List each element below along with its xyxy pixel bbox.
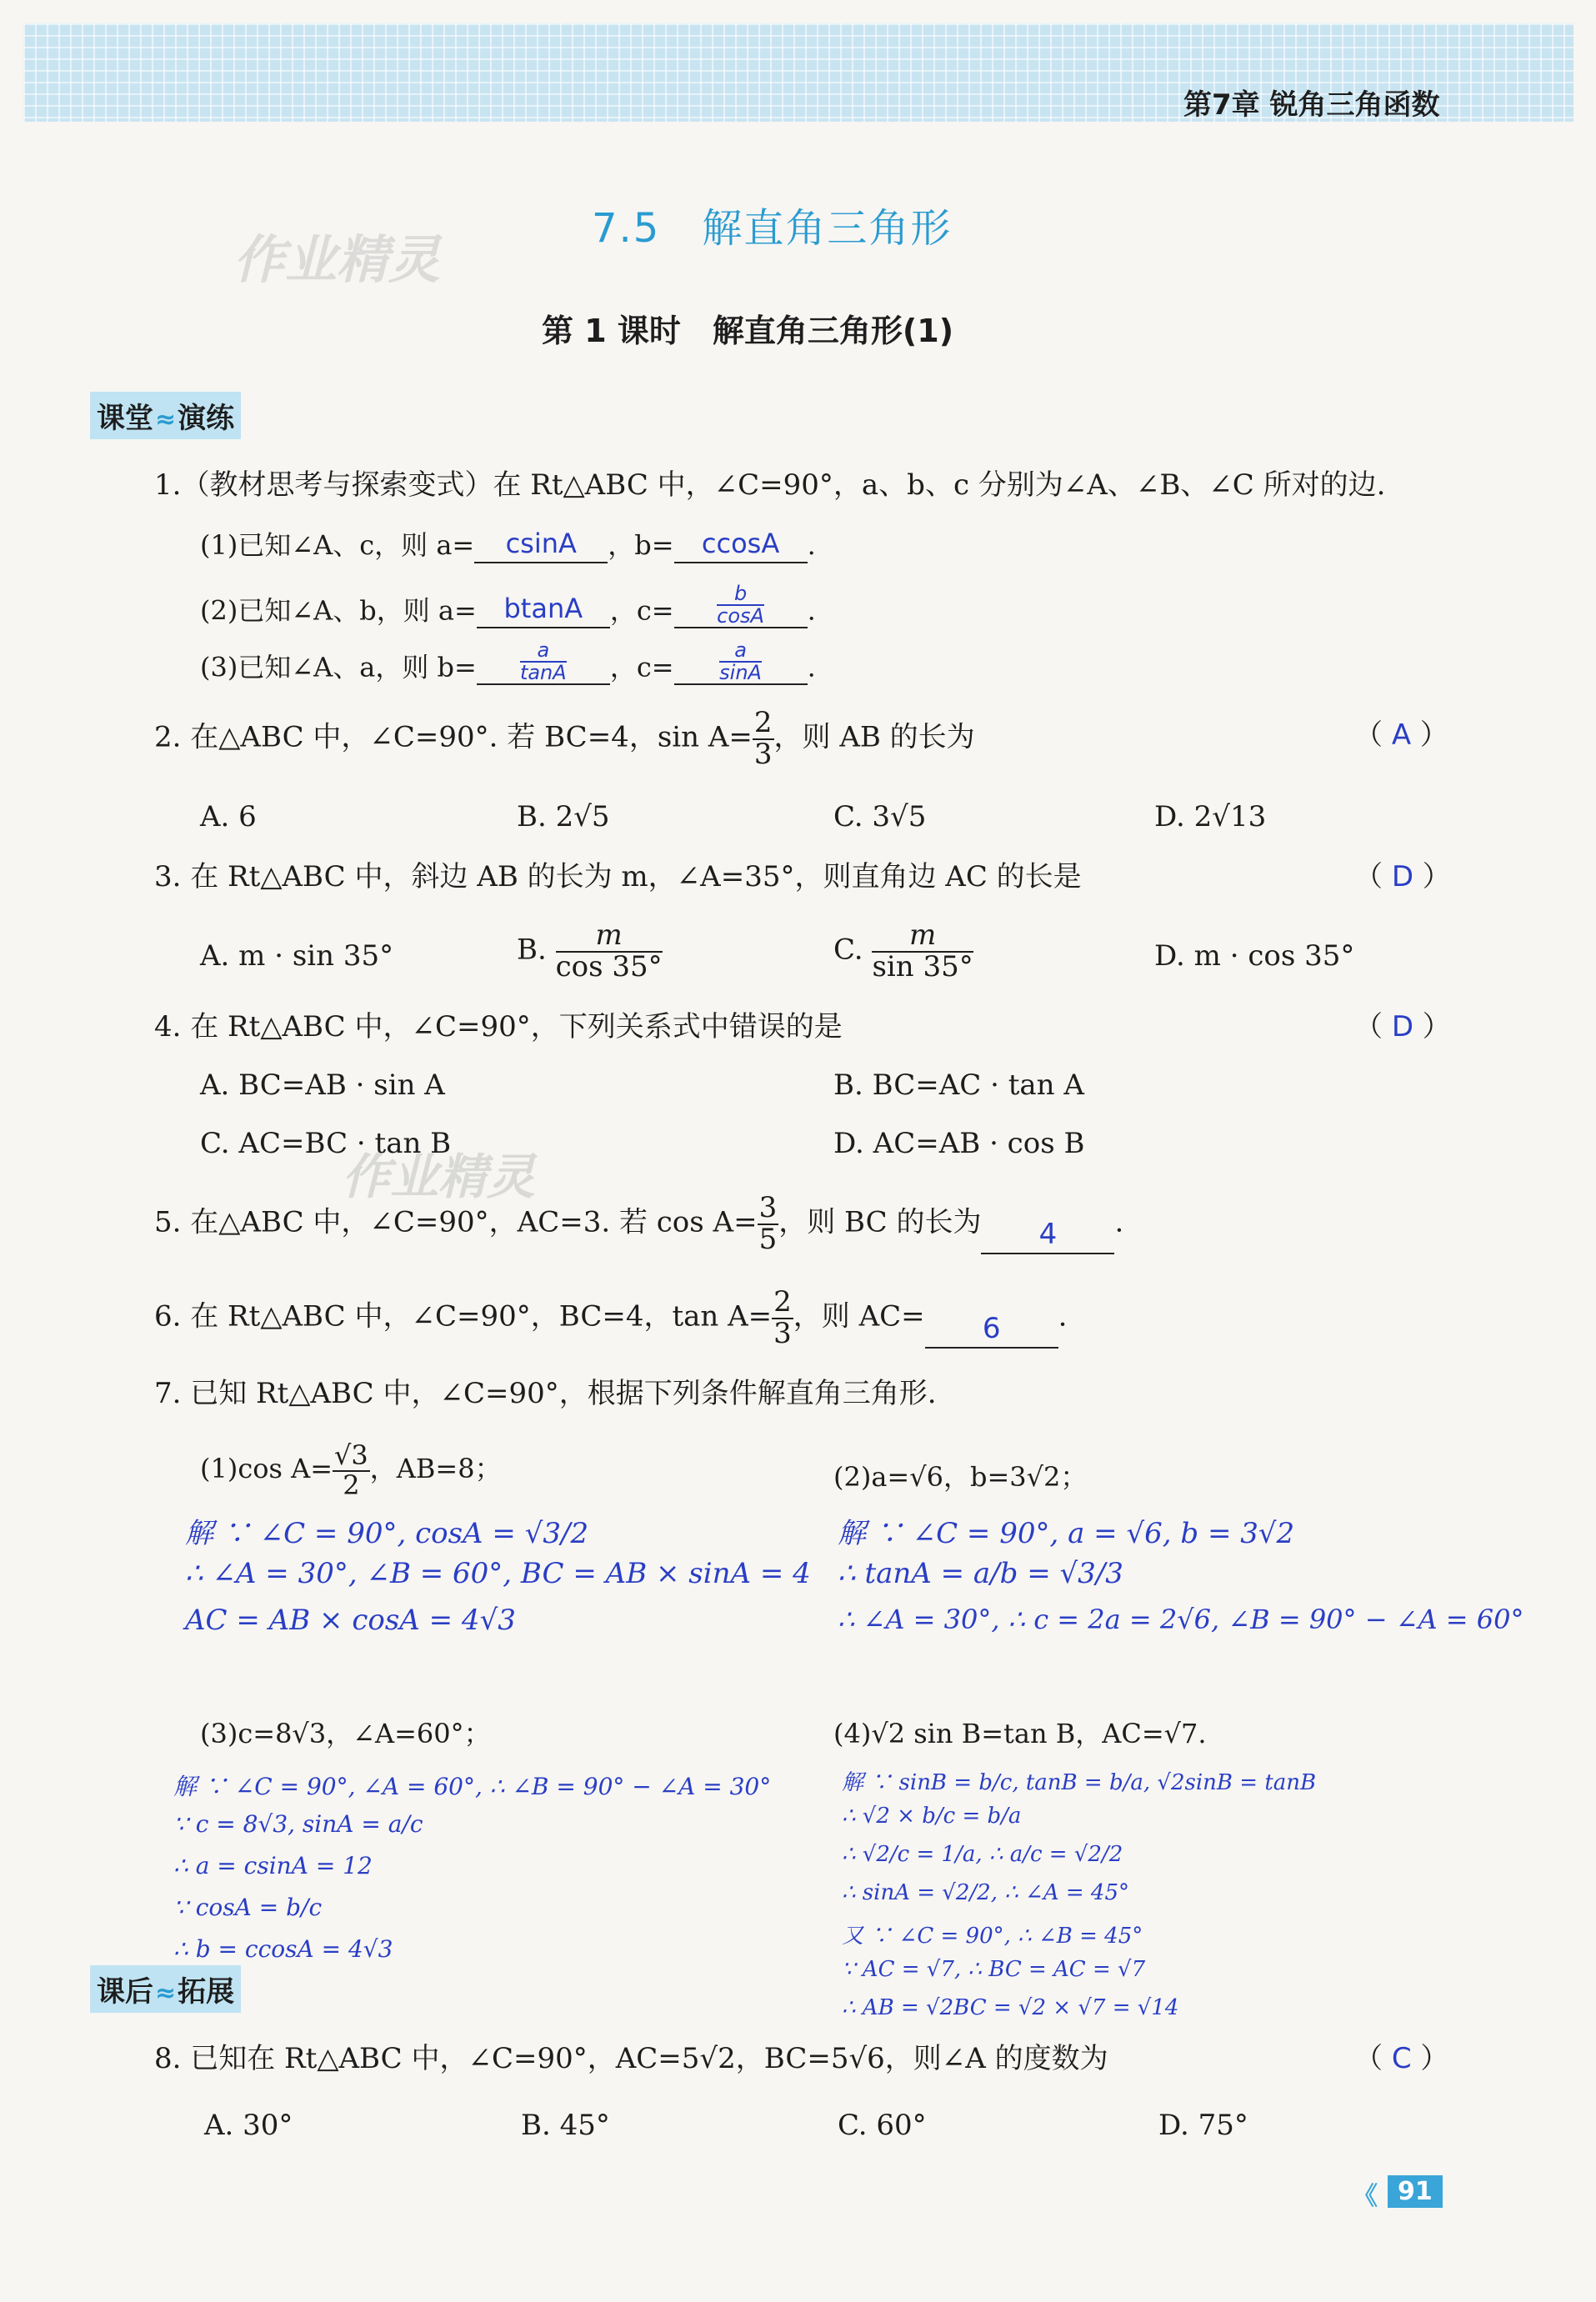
question-3-answer: （ D ）	[1354, 860, 1451, 893]
q7-part-3-line-2: ∵ c = 8√3, sinA = a/c	[173, 1810, 423, 1838]
question-4-stem: 4. 在 Rt△ABC 中，∠C=90°，下列关系式中错误的是	[154, 1010, 843, 1043]
question-3-stem: 3. 在 Rt△ABC 中，斜边 AB 的长为 m，∠A=35°，则直角边 AC 的长是	[154, 860, 1082, 893]
question-1-stem: 1.（教材思考与探索变式）在 Rt△ABC 中，∠C=90°，a、b、c 分别为∠A、∠B、∠C 所对的边.	[154, 468, 1386, 502]
q7-part-3-line-1: 解 ∵ ∠C = 90°, ∠A = 60°, ∴ ∠B = 90° − ∠A = 30°	[173, 1773, 772, 1800]
q4-option-d: D. AC=AB · cos B	[833, 1127, 1085, 1160]
question-6-stem: 6. 在 Rt△ABC 中，∠C=90°，BC=4，tan A= $\frac{2}{3}$ ，则 AC= 6 .	[154, 1285, 1068, 1350]
q7-part-2-label: (2)a=√6，b=3√2；	[833, 1461, 1088, 1493]
question-2-answer: （ A ）	[1354, 718, 1448, 752]
q8-option-b: B. 45°	[521, 2109, 610, 2142]
q7-part-4-label: (4)√2 sin B=tan B，AC=√7.	[833, 1718, 1207, 1749]
q4-option-c: C. AC=BC · tan B	[200, 1127, 452, 1160]
q7-part-4-line-3: ∴ √2/c = 1/a, ∴ a/c = √2/2	[842, 1842, 1123, 1867]
page-number: 《 91	[1388, 2175, 1443, 2208]
question-8-answer: （ C ）	[1354, 2042, 1449, 2075]
q7-part-3-line-3: ∴ a = csinA = 12	[173, 1852, 373, 1879]
q2-option-c: C. 3√5	[833, 800, 927, 833]
section-practice: 课堂≈演练	[90, 392, 241, 439]
q7-part-1-line-2: ∴ ∠A = 30°, ∠B = 60°, BC = AB × sinA = 4	[185, 1557, 811, 1590]
q2-option-d: D. 2√13	[1154, 800, 1267, 833]
q3-option-c: C. $\frac{m}{\sin 35^\circ}$	[833, 918, 973, 983]
question-2-stem: 2. 在△ABC 中，∠C=90°. 若 BC=4，sin A= $\frac{2}{3}$ ，则 AB 的长为	[154, 706, 975, 771]
q7-part-3-line-4: ∵ cosA = b/c	[173, 1894, 323, 1921]
q7-part-2-line-3: ∴ ∠A = 30°, ∴ c = 2a = 2√6, ∠B = 90° − ∠A = 60°	[838, 1604, 1524, 1635]
watermark-logo-2: 作业精灵	[342, 1148, 536, 1205]
question-8-stem: 8. 已知在 Rt△ABC 中，∠C=90°，AC=5√2，BC=5√6，则∠A 的度数为	[154, 2042, 1108, 2075]
q8-option-a: A. 30°	[204, 2109, 293, 2142]
q7-part-1-line-1: 解 ∵ ∠C = 90°, cosA = √3/2	[185, 1517, 589, 1550]
q7-part-4-line-4: ∴ sinA = √2/2, ∴ ∠A = 45°	[842, 1880, 1130, 1905]
q7-part-4-line-1: 解 ∵ sinB = b/c, tanB = b/a, √2sinB = tanB	[842, 1770, 1317, 1795]
q8-option-d: D. 75°	[1158, 2109, 1248, 2142]
q7-part-4-line-2: ∴ √2 × b/c = b/a	[842, 1804, 1022, 1829]
question-4-answer: （ D ）	[1354, 1010, 1451, 1043]
q3-option-d: D. m · cos 35°	[1154, 939, 1355, 973]
q3-option-a: A. m · sin 35°	[200, 939, 394, 973]
q7-part-4-line-7: ∴ AB = √2BC = √2 × √7 = √14	[842, 1995, 1179, 2020]
q2-option-a: A. 6	[200, 800, 257, 833]
q2-option-b: B. 2√5	[517, 800, 610, 833]
question-7-stem: 7. 已知 Rt△ABC 中，∠C=90°，根据下列条件解直角三角形.	[154, 1377, 937, 1410]
section-title: 7.5 解直角三角形	[592, 205, 953, 252]
question-1-part-3: (3)已知∠A、a，则 b= $\frac{a}{\tan A}$ ，c= $\frac{a}{\sin A}$ .	[200, 638, 816, 685]
question-5-stem: 5. 在△ABC 中，∠C=90°，AC=3. 若 cos A= $\frac{3}{5}$ ，则 BC 的长为 4 .	[154, 1191, 1124, 1256]
q7-part-4-line-5: 又 ∵ ∠C = 90°, ∴ ∠B = 45°	[842, 1924, 1143, 1949]
section-extension: 课后≈拓展	[90, 1965, 241, 2013]
double-chevron-left-icon: 《	[1353, 2175, 1378, 2212]
wave-icon: ≈	[155, 1979, 177, 2008]
watermark-logo: 作业精灵	[233, 229, 441, 290]
q7-part-4-line-6: ∵ AC = √7, ∴ BC = AC = √7	[842, 1957, 1146, 1982]
lesson-subtitle: 第 1 课时 解直角三角形(1)	[542, 313, 954, 349]
q7-part-2-line-2: ∴ tanA = a/b = √3/3	[838, 1557, 1123, 1590]
chapter-label: 第7章 锐角三角函数	[1183, 88, 1440, 122]
wave-icon: ≈	[155, 405, 177, 434]
q7-part-1-label: (1)cos A= $\frac{√3}{2}$ ，AB=8；	[200, 1439, 502, 1501]
q4-option-a: A. BC=AB · sin A	[200, 1068, 445, 1102]
q8-option-c: C. 60°	[838, 2109, 927, 2142]
q7-part-1-line-3: AC = AB × cosA = 4√3	[185, 1604, 516, 1637]
q7-part-3-label: (3)c=8√3，∠A=60°；	[200, 1718, 491, 1749]
q3-option-b: B. $\frac{m}{\cos 35^\circ}$	[517, 918, 663, 983]
q4-option-b: B. BC=AC · tan A	[833, 1068, 1084, 1102]
question-1-part-1: (1)已知∠A、c，则 a= csinA ，b= ccosA .	[200, 525, 816, 563]
question-1-part-2: (2)已知∠A、b，则 a= btanA ，c= $\frac{b}{\cos A}$ .	[200, 582, 816, 628]
q7-part-3-line-5: ∴ b = ccosA = 4√3	[173, 1935, 393, 1963]
q7-part-2-line-1: 解 ∵ ∠C = 90°, a = √6, b = 3√2	[838, 1517, 1295, 1550]
